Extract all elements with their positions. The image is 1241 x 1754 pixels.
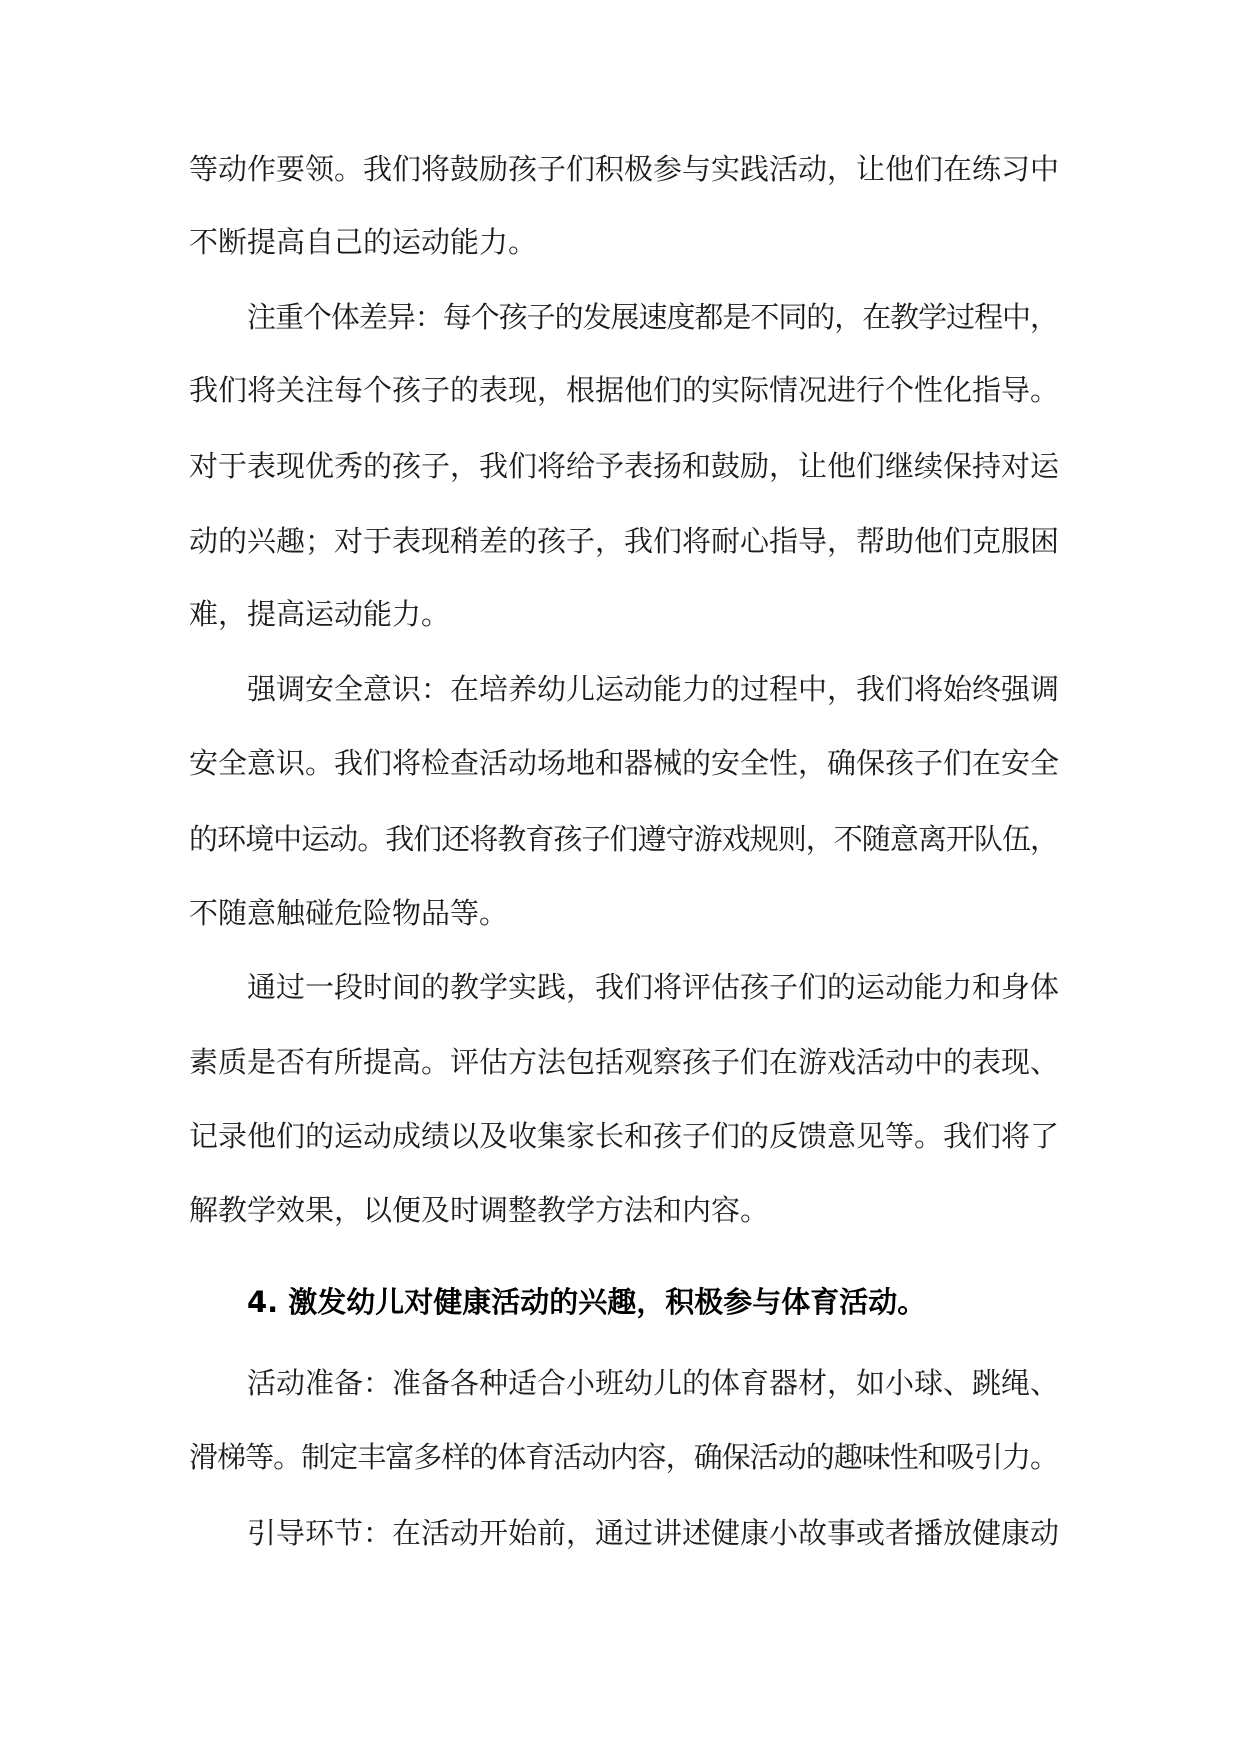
paragraph-line: 解教学效果，以便及时调整教学方法和内容。 <box>189 1193 770 1227</box>
paragraph-line: 动的兴趣；对于表现稍差的孩子，我们将耐心指导，帮助他们克服困 <box>189 524 1060 558</box>
paragraph-line: 等动作要领。我们将鼓励孩子们积极参与实践活动，让他们在练习中 <box>189 152 1060 186</box>
paragraph-line: 不断提高自己的运动能力。 <box>189 225 538 259</box>
paragraph-line: 的环境中运动。我们还将教育孩子们遵守游戏规则，不随意离开队伍， <box>189 822 1059 856</box>
paragraph-line: 活动准备：准备各种适合小班幼儿的体育器材，如小球、跳绳、 <box>247 1366 1060 1400</box>
paragraph-line: 素质是否有所提高。评估方法包括观察孩子们在游戏活动中的表现、 <box>189 1045 1060 1079</box>
paragraph-line: 注重个体差异：每个孩子的发展速度都是不同的，在教学过程中， <box>247 300 1058 334</box>
paragraph-line: 滑梯等。制定丰富多样的体育活动内容，确保活动的趣味性和吸引力。 <box>189 1440 1059 1474</box>
paragraph-line: 通过一段时间的教学实践，我们将评估孩子们的运动能力和身体 <box>247 970 1060 1004</box>
paragraph-line: 强调安全意识：在培养幼儿运动能力的过程中，我们将始终强调 <box>247 672 1060 706</box>
paragraph-line: 难，提高运动能力。 <box>189 597 451 631</box>
paragraph-line: 安全意识。我们将检查活动场地和器械的安全性，确保孩子们在安全 <box>189 746 1060 780</box>
paragraph-line: 对于表现优秀的孩子，我们将给予表扬和鼓励，让他们继续保持对运 <box>189 449 1060 483</box>
paragraph-line: 引导环节：在活动开始前，通过讲述健康小故事或者播放健康动 <box>247 1516 1060 1550</box>
paragraph-line: 不随意触碰危险物品等。 <box>189 896 509 930</box>
section-heading: 4. 激发幼儿对健康活动的兴趣，积极参与体育活动。 <box>247 1285 927 1319</box>
paragraph-line: 记录他们的运动成绩以及收集家长和孩子们的反馈意见等。我们将了 <box>189 1119 1060 1153</box>
paragraph-line: 我们将关注每个孩子的表现，根据他们的实际情况进行个性化指导。 <box>189 373 1060 407</box>
